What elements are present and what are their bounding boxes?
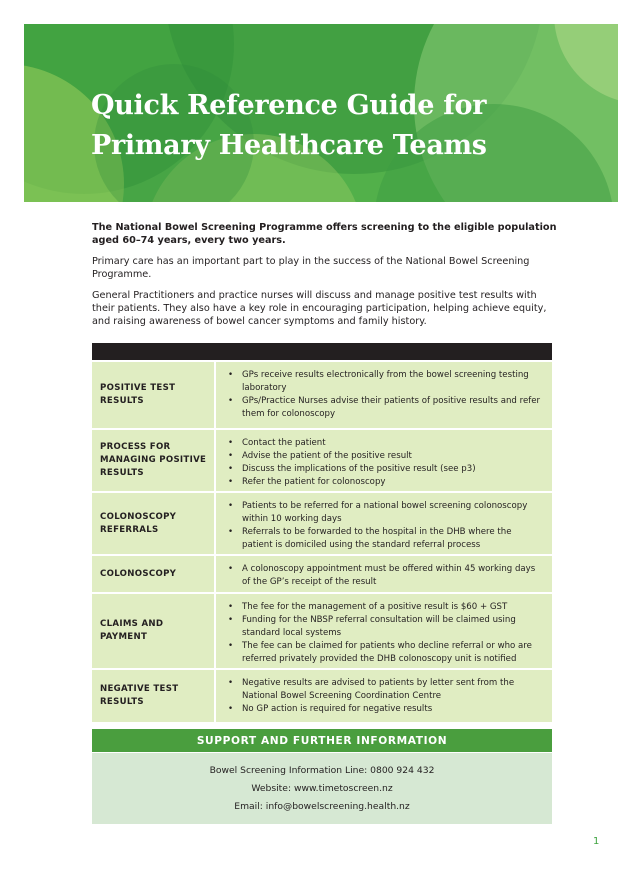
row-label: CLAIMS AND PAYMENT: [92, 594, 216, 668]
table-header-bar: [92, 343, 552, 360]
support-heading: SUPPORT AND FURTHER INFORMATION: [92, 729, 552, 752]
list-item: • No GP action is required for negative results: [228, 703, 542, 716]
header-banner: [24, 24, 618, 202]
website-link[interactable]: : www.timetoscreen.nz: [287, 783, 393, 794]
info-line: [92, 762, 552, 780]
support-details: [92, 753, 552, 824]
row-label: POSITIVE TEST RESULTS: [92, 362, 216, 428]
row-label: COLONOSCOPY: [92, 556, 216, 592]
intro-paragraph-1: Primary care has an important part to play in the success of the National Bowel Screening Programme.: [92, 256, 530, 280]
table-row: [92, 360, 552, 428]
table-row: [92, 668, 552, 722]
table-row: [92, 491, 552, 554]
title-line-1: Quick Reference Guide for: [91, 90, 487, 121]
website-label: Website: [251, 783, 288, 794]
list-item: • Referrals to be forwarded to the hospital in the DHB where the patient is domiciled using the standard referral process: [228, 526, 542, 552]
email-line: [92, 798, 552, 816]
list-item: • Patients to be referred for a national bowel screening colonoscopy within 10 working days: [228, 500, 542, 526]
row-label: PROCESS FOR MANAGING POSITIVE RESULTS: [92, 430, 216, 491]
table-row: [92, 592, 552, 668]
reference-table: [92, 343, 552, 722]
row-items: [216, 670, 552, 722]
email-link[interactable]: : info@bowelscreening.health.nz: [259, 801, 410, 812]
row-items: [216, 493, 552, 554]
title-line-2: Primary Healthcare Teams: [91, 130, 487, 161]
list-item: • Negative results are advised to patients by letter sent from the National Bowel Screening Coordination Centre: [228, 677, 542, 703]
row-items: [216, 362, 552, 428]
intro-section: [92, 221, 557, 336]
table-row: [92, 428, 552, 491]
intro-lead: The National Bowel Screening Programme offers screening to the eligible population aged 60–74 years, every two years.: [92, 222, 557, 246]
info-line-value: : 0800 924 432: [364, 765, 435, 776]
list-item: • The fee for the management of a positive result is $60 + GST: [228, 601, 542, 614]
list-item: • Discuss the implications of the positive result (see p3): [228, 463, 542, 476]
row-items: [216, 594, 552, 668]
row-label: NEGATIVE TEST RESULTS: [92, 670, 216, 722]
intro-paragraph-2: General Practitioners and practice nurses will discuss and manage positive test results with their patients. They also have a key role in encouraging participation, helping achieve equity, and raising awareness of bowel cancer symptoms and family history.: [92, 290, 547, 327]
list-item: • Contact the patient: [228, 437, 542, 450]
info-line-label: Bowel Screening Information Line: [209, 765, 365, 776]
row-items: [216, 430, 552, 491]
list-item: • Refer the patient for colonoscopy: [228, 476, 542, 489]
list-item: • A colonoscopy appointment must be offered within 45 working days of the GP’s receipt of the result: [228, 563, 542, 589]
row-label: COLONOSCOPY REFERRALS: [92, 493, 216, 554]
email-label: Email: [234, 801, 260, 812]
table-row: [92, 554, 552, 592]
list-item: • GPs receive results electronically from the bowel screening testing laboratory: [228, 369, 542, 395]
list-item: • The fee can be claimed for patients who decline referral or who are referred privately provided the DHB colonoscopy unit is notified: [228, 640, 542, 666]
website-line: [92, 780, 552, 798]
list-item: • Funding for the NBSP referral consultation will be claimed using standard local systems: [228, 614, 542, 640]
page-number: 1: [593, 836, 600, 847]
list-item: • Advise the patient of the positive result: [228, 450, 542, 463]
page-title: [91, 86, 487, 166]
list-item: • GPs/Practice Nurses advise their patients of positive results and refer them for colonoscopy: [228, 395, 542, 421]
row-items: [216, 556, 552, 592]
